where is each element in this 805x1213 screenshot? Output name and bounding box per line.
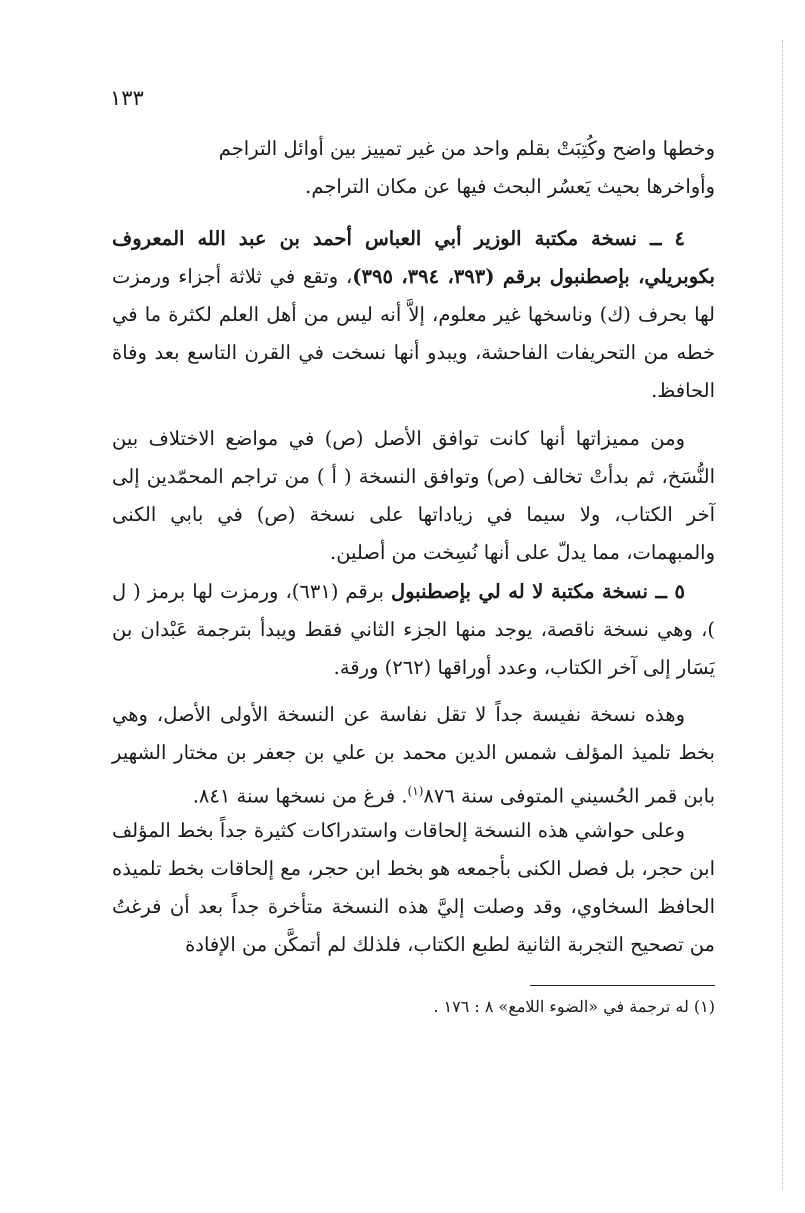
paragraph-line: وخطها واضح وكُتِبَتْ بقلم واحد من غير تمييز بين أوائل التراجم <box>218 137 715 160</box>
manuscript-heading: ٥ ــ نسخة مكتبة لا له لي بإصطنبول <box>390 580 685 603</box>
manuscript-item-text <box>112 573 715 687</box>
paragraph-text-part: . فرغ من نسخها سنة ٨٤١. <box>192 784 408 808</box>
paragraph-features <box>112 420 715 572</box>
page-edge-rule <box>782 40 783 1190</box>
paragraph-text-part: وهذه نسخة نفيسة جداً لا تقل نفاسة عن النسخة الأولى الأصل، وهي بخط تلميذ المؤلف شمس الدين محمد بن علي بن جعفر بن مختار الشهير بابن قمر الحُسيني المتوفى سنة ٨٧٦ <box>112 703 715 808</box>
paragraph-text <box>112 696 715 816</box>
manuscript-heading: ٤ ــ نسخة مكتبة الوزير أبي العباس أحمد بن عبد الله المعروف بكوبريلي، بإصطنبول برقم (٣٩٣، ٣٩٤، ٣٩٥) <box>112 227 715 288</box>
manuscript-description: برقم (٦٣١)، ورمزت لها برمز ( ل )، وهي نسخة ناقصة، يوجد منها الجزء الثاني فقط ويبدأ بترجمة عَبْدان بن يَسَار إلى آخر الكتاب، وعدد أوراقها (٢٦٢) ورقة. <box>112 580 715 679</box>
footnote: (١) له ترجمة في «الضوء اللامع» ٨ : ١٧٦ . <box>433 997 715 1016</box>
paragraph-text: وعلى حواشي هذه النسخة إلحاقات واستدراكات كثيرة جداً بخط المؤلف ابن حجر، بل فصل الكنى بأجمعه هو بخط ابن حجر، مع إلحاقات بخط تلميذه الحافظ السخاوي، وقد وصلت إليَّ هذه النسخة متأخرة جداً بعد أن فرغتُ من تصحيح التجربة الثانية لطبع الكتاب، فلذلك لم أتمكَّن من الإفادة <box>112 819 715 956</box>
manuscript-item-4 <box>112 220 715 410</box>
paragraph-continuation <box>112 130 715 206</box>
paragraph-text: ومن مميزاتها أنها كانت توافق الأصل (ص) في مواضع الاختلاف بين النُّسَخ، ثم بدأتْ تخالف (ص) وتوافق النسخة ( أ ) من تراجم المحمّدين إلى آخر الكتاب، ولا سيما في زياداتها على نسخة (ص) في بابي الكنى والمبهمات، مما يدلّ على أنها نُسِخت من أصلين. <box>112 427 715 564</box>
footnote-marker: (١) <box>407 784 424 798</box>
paragraph-precious-copy <box>112 696 715 816</box>
footnote-separator <box>530 985 715 986</box>
paragraph-line: وأواخرها بحيث يَعسُر البحث فيها عن مكان التراجم. <box>305 175 715 198</box>
paragraph-margins <box>112 812 715 964</box>
manuscript-item-5 <box>112 573 715 687</box>
manuscript-item-text <box>112 220 715 410</box>
page-number: ١٣٣ <box>110 86 144 110</box>
manuscript-description: ، وتقع في ثلاثة أجزاء ورمزت لها بحرف (ك) وناسخها غير معلوم، إلاَّ أنه ليس من أهل العلم لكثرة ما في خطه من التحريفات الفاحشة، ويبدو أنها نسخت في القرن التاسع بعد وفاة الحافظ. <box>112 265 715 402</box>
